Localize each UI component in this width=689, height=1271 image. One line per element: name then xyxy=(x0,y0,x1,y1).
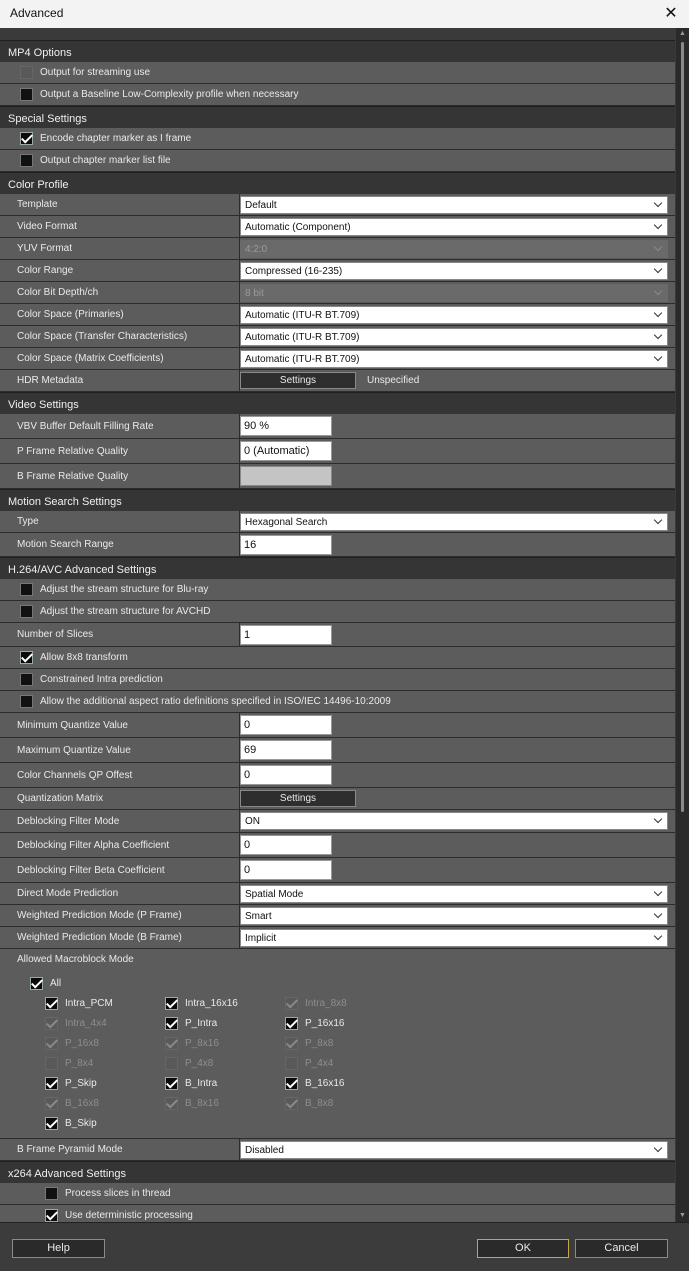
chevron-down-icon xyxy=(654,1144,662,1152)
bluray-label: Adjust the stream structure for Blu-ray xyxy=(40,584,209,595)
mb-label: B_8x16 xyxy=(185,1098,219,1109)
deblock-beta-label: Deblocking Filter Beta Coefficient xyxy=(17,864,165,876)
mb-label: B_8x8 xyxy=(305,1098,334,1109)
chevron-down-icon xyxy=(654,353,662,361)
checkbox-row-deterministic[interactable] xyxy=(0,1205,675,1222)
max-quantize-label: Maximum Quantize Value xyxy=(17,744,131,756)
color-row-hdr xyxy=(0,370,675,392)
deblock-mode-label: Deblocking Filter Mode xyxy=(17,815,120,827)
color-row-yuv-format xyxy=(0,238,675,260)
vbv-label: VBV Buffer Default Filling Rate xyxy=(17,420,154,432)
color-range-dropdown[interactable]: Compressed (16-235) xyxy=(240,262,668,280)
mb-checkbox xyxy=(45,1017,58,1030)
mb-label: P_16x8 xyxy=(65,1038,99,1049)
primaries-dropdown[interactable]: Automatic (ITU-R BT.709) xyxy=(240,306,668,324)
mb-label: P_8x16 xyxy=(185,1038,219,1049)
checkbox-row-slices-thread[interactable] xyxy=(0,1183,675,1205)
checkbox-row-chapter-list[interactable] xyxy=(0,150,675,172)
qp-offset-label: Color Channels QP Offest xyxy=(17,769,133,781)
section-mp4-options: MP4 Options xyxy=(0,40,675,62)
chapter-list-checkbox[interactable] xyxy=(20,154,33,167)
bit-depth-label: Color Bit Depth/ch xyxy=(17,287,99,298)
bluray-checkbox[interactable] xyxy=(20,583,33,596)
chevron-down-icon xyxy=(654,815,662,823)
bit-depth-dropdown: 8 bit xyxy=(240,284,668,302)
mb-label: P_Skip xyxy=(65,1078,97,1089)
aspect-ratio-label: Allow the additional aspect ratio definitions specified in ISO/IEC 14496-10:2009 xyxy=(40,696,391,707)
matrix-dropdown[interactable]: Automatic (ITU-R BT.709) xyxy=(240,350,668,368)
chevron-down-icon xyxy=(654,287,662,295)
mb-checkbox[interactable] xyxy=(165,1017,178,1030)
h264-row-deblock-beta xyxy=(0,858,675,883)
chapter-iframe-label: Encode chapter marker as I frame xyxy=(40,133,192,144)
mb-checkbox[interactable] xyxy=(45,1117,58,1130)
h264-row-slices xyxy=(0,623,675,647)
scrollbar-thumb[interactable] xyxy=(681,42,684,812)
mb-checkbox xyxy=(165,1057,178,1070)
mb-label: P_4x8 xyxy=(185,1058,214,1069)
checkbox-row-8x8[interactable] xyxy=(0,647,675,669)
h264-row-b-pyramid xyxy=(0,1139,675,1161)
h264-row-maxq xyxy=(0,738,675,763)
h264-row-minq xyxy=(0,713,675,738)
color-row-transfer xyxy=(0,326,675,348)
avchd-label: Adjust the stream structure for AVCHD xyxy=(40,606,211,617)
streaming-label: Output for streaming use xyxy=(40,67,151,78)
checkbox-row-chapter-iframe[interactable] xyxy=(0,128,675,150)
avchd-checkbox[interactable] xyxy=(20,605,33,618)
b-quality-input xyxy=(240,466,332,486)
mb-checkbox[interactable] xyxy=(165,997,178,1010)
video-format-label: Video Format xyxy=(17,221,77,232)
motion-range-label: Motion Search Range xyxy=(17,539,114,550)
mb-checkbox xyxy=(285,997,298,1010)
transfer-dropdown[interactable]: Automatic (ITU-R BT.709) xyxy=(240,328,668,346)
section-x264-advanced: x264 Advanced Settings xyxy=(0,1161,675,1183)
hdr-settings-button[interactable]: Settings xyxy=(240,372,356,389)
mb-checkbox[interactable] xyxy=(45,1077,58,1090)
mb-checkbox xyxy=(165,1097,178,1110)
p-quality-input[interactable]: 0 (Automatic) xyxy=(240,441,332,461)
chevron-down-icon xyxy=(654,910,662,918)
min-quantize-label: Minimum Quantize Value xyxy=(17,719,128,731)
section-motion-search: Motion Search Settings xyxy=(0,489,675,511)
section-video-settings: Video Settings xyxy=(0,392,675,414)
hdr-status: Unspecified xyxy=(367,375,420,386)
weighted-b-dropdown[interactable]: Implicit xyxy=(240,929,668,947)
p-quality-label: P Frame Relative Quality xyxy=(17,445,128,457)
h264-row-deblock-mode xyxy=(0,810,675,833)
chevron-down-icon xyxy=(654,516,662,524)
motion-type-label: Type xyxy=(17,516,39,527)
scroll-up-icon[interactable]: ▲ xyxy=(679,30,686,37)
video-format-dropdown[interactable]: Automatic (Component) xyxy=(240,218,668,236)
section-color-profile: Color Profile xyxy=(0,172,675,194)
min-quantize-input[interactable]: 0 xyxy=(240,715,332,735)
mb-checkbox xyxy=(165,1037,178,1050)
mb-checkbox xyxy=(285,1037,298,1050)
mb-label: P_Intra xyxy=(185,1018,218,1029)
dialog-footer xyxy=(0,1222,689,1271)
template-dropdown[interactable]: Default xyxy=(240,196,668,214)
mb-label: P_16x16 xyxy=(305,1018,345,1029)
aspect-ratio-checkbox[interactable] xyxy=(20,695,33,708)
color-row-color-range xyxy=(0,260,675,282)
window-title: Advanced xyxy=(10,6,64,20)
deblock-beta-input[interactable]: 0 xyxy=(240,860,332,880)
deblock-alpha-input[interactable]: 0 xyxy=(240,835,332,855)
mb-label: Intra_16x16 xyxy=(185,998,238,1009)
quant-matrix-label: Quantization Matrix xyxy=(17,793,104,804)
mb-checkbox xyxy=(45,1057,58,1070)
yuv-format-dropdown: 4:2:0 xyxy=(240,240,668,258)
mb-label: Intra_PCM xyxy=(65,998,113,1009)
streaming-checkbox[interactable] xyxy=(20,66,33,79)
chevron-down-icon xyxy=(654,331,662,339)
checkbox-row-streaming[interactable] xyxy=(0,62,675,84)
motion-row-range xyxy=(0,533,675,557)
transform-8x8-checkbox[interactable] xyxy=(20,651,33,664)
mb-checkbox xyxy=(45,1037,58,1050)
title-bar xyxy=(0,0,689,28)
mb-label: B_16x16 xyxy=(305,1078,345,1089)
chevron-down-icon xyxy=(654,243,662,251)
settings-scroll-area[interactable] xyxy=(0,28,689,1222)
chevron-down-icon xyxy=(654,265,662,273)
mb-label: B_Intra xyxy=(185,1078,218,1089)
deblock-mode-dropdown[interactable]: ON xyxy=(240,812,668,830)
video-row-p-quality xyxy=(0,439,675,464)
checkbox-row-intra[interactable] xyxy=(0,669,675,691)
motion-row-type xyxy=(0,511,675,533)
color-row-primaries xyxy=(0,304,675,326)
color-row-video-format xyxy=(0,216,675,238)
weighted-p-dropdown[interactable]: Smart xyxy=(240,907,668,925)
h264-row-quant-matrix xyxy=(0,788,675,810)
deterministic-label: Use deterministic processing xyxy=(65,1210,193,1221)
template-label: Template xyxy=(17,199,58,210)
vertical-scrollbar[interactable] xyxy=(676,28,689,1222)
baseline-checkbox[interactable] xyxy=(20,88,33,101)
vbv-input[interactable]: 90 % xyxy=(240,416,332,436)
checkbox-row-baseline[interactable] xyxy=(0,84,675,106)
cancel-button[interactable]: Cancel xyxy=(575,1239,668,1258)
video-row-vbv xyxy=(0,414,675,439)
slices-label: Number of Slices xyxy=(17,629,94,640)
checkbox-row-aspect[interactable] xyxy=(0,691,675,713)
mb-checkbox[interactable] xyxy=(45,997,58,1010)
h264-row-weighted-p xyxy=(0,905,675,927)
mb-checkbox[interactable] xyxy=(285,1017,298,1030)
mb-label: P_4x4 xyxy=(305,1058,334,1069)
scroll-down-icon[interactable]: ▼ xyxy=(679,1212,686,1219)
motion-type-dropdown[interactable]: Hexagonal Search xyxy=(240,513,668,531)
constrained-intra-label: Constrained Intra prediction xyxy=(40,674,163,685)
weighted-b-label: Weighted Prediction Mode (B Frame) xyxy=(17,932,182,943)
mb-all-checkbox[interactable] xyxy=(30,977,43,990)
b-pyramid-label: B Frame Pyramid Mode xyxy=(17,1144,123,1155)
h264-row-direct-mode xyxy=(0,883,675,905)
mb-label: P_8x4 xyxy=(65,1058,94,1069)
b-quality-label: B Frame Relative Quality xyxy=(17,470,129,482)
primaries-label: Color Space (Primaries) xyxy=(17,309,124,320)
hdr-label: HDR Metadata xyxy=(17,375,84,386)
mb-checkbox[interactable] xyxy=(285,1077,298,1090)
mb-label: Intra_8x8 xyxy=(305,998,347,1009)
chapter-list-label: Output chapter marker list file xyxy=(40,155,171,166)
deblock-alpha-label: Deblocking Filter Alpha Coefficient xyxy=(17,839,170,851)
h264-row-weighted-b xyxy=(0,927,675,949)
mb-label: Intra_4x4 xyxy=(65,1018,107,1029)
deterministic-checkbox[interactable] xyxy=(45,1209,58,1222)
slices-thread-label: Process slices in thread xyxy=(65,1188,171,1199)
max-quantize-input[interactable]: 69 xyxy=(240,740,332,760)
slices-input[interactable]: 1 xyxy=(240,625,332,645)
h264-row-qp-offset xyxy=(0,763,675,788)
quant-matrix-settings-button[interactable]: Settings xyxy=(240,790,356,807)
constrained-intra-checkbox[interactable] xyxy=(20,673,33,686)
transform-8x8-label: Allow 8x8 transform xyxy=(40,652,128,663)
color-row-bit-depth xyxy=(0,282,675,304)
ok-button[interactable]: OK xyxy=(477,1239,569,1258)
color-range-label: Color Range xyxy=(17,265,74,276)
chevron-down-icon xyxy=(654,199,662,207)
color-row-template xyxy=(0,194,675,216)
chevron-down-icon xyxy=(654,221,662,229)
matrix-label: Color Space (Matrix Coefficients) xyxy=(17,353,164,364)
baseline-label: Output a Baseline Low-Complexity profile when necessary xyxy=(40,89,299,100)
chevron-down-icon xyxy=(654,932,662,940)
mb-checkbox xyxy=(285,1097,298,1110)
transfer-label: Color Space (Transfer Characteristics) xyxy=(17,331,188,342)
section-special-settings: Special Settings xyxy=(0,106,675,128)
motion-range-input[interactable]: 16 xyxy=(240,535,332,555)
close-icon[interactable]: ✕ xyxy=(664,5,678,22)
mb-all-label: All xyxy=(50,978,62,989)
mb-checkbox[interactable] xyxy=(165,1077,178,1090)
direct-mode-dropdown[interactable]: Spatial Mode xyxy=(240,885,668,903)
mb-label: B_16x8 xyxy=(65,1098,99,1109)
color-row-matrix xyxy=(0,348,675,370)
qp-offset-input[interactable]: 0 xyxy=(240,765,332,785)
macroblock-mode-panel xyxy=(0,949,675,1139)
mb-checkbox xyxy=(285,1057,298,1070)
chapter-iframe-checkbox[interactable] xyxy=(20,132,33,145)
checkbox-row-bluray[interactable] xyxy=(0,579,675,601)
macroblock-mode-label: Allowed Macroblock Mode xyxy=(17,954,134,965)
video-row-b-quality xyxy=(0,464,675,489)
mb-checkbox xyxy=(45,1097,58,1110)
b-pyramid-dropdown[interactable]: Disabled xyxy=(240,1141,668,1159)
help-button[interactable]: Help xyxy=(12,1239,105,1258)
mb-label: B_Skip xyxy=(65,1118,97,1129)
h264-row-deblock-alpha xyxy=(0,833,675,858)
weighted-p-label: Weighted Prediction Mode (P Frame) xyxy=(17,910,182,921)
slices-thread-checkbox[interactable] xyxy=(45,1187,58,1200)
chevron-down-icon xyxy=(654,309,662,317)
checkbox-row-avchd[interactable] xyxy=(0,601,675,623)
direct-mode-label: Direct Mode Prediction xyxy=(17,888,119,899)
chevron-down-icon xyxy=(654,888,662,896)
mb-label: P_8x8 xyxy=(305,1038,334,1049)
section-h264-advanced: H.264/AVC Advanced Settings xyxy=(0,557,675,579)
yuv-format-label: YUV Format xyxy=(17,243,73,254)
